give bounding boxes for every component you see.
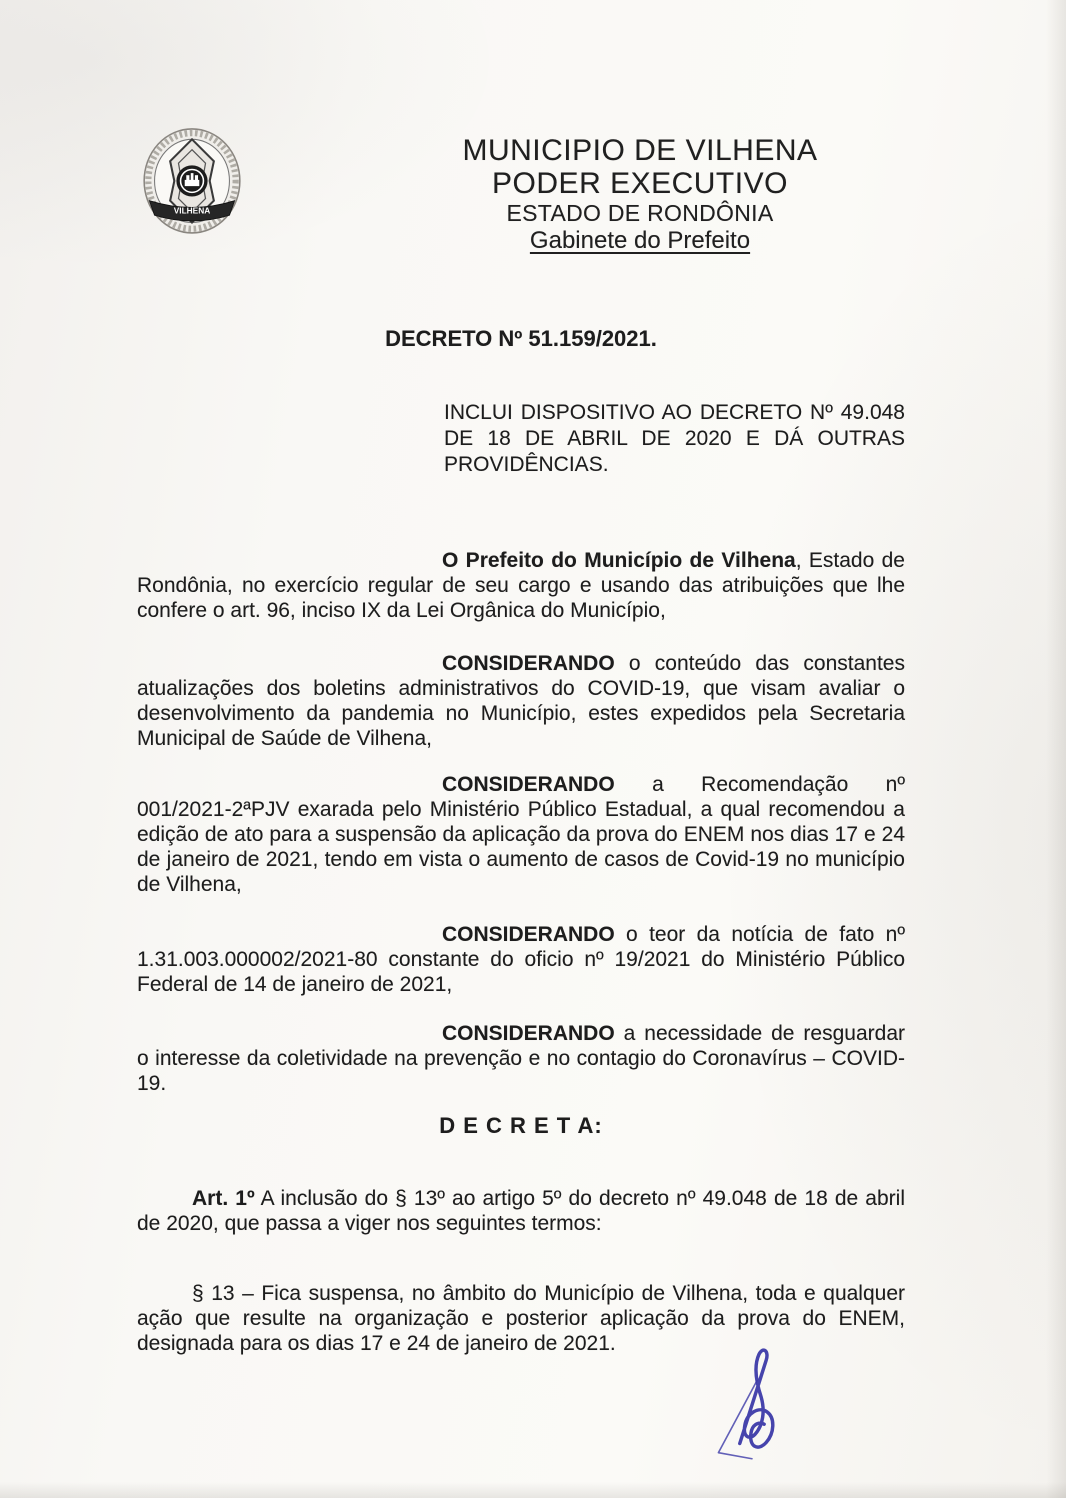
considerando-paragraph-3 — [137, 922, 905, 997]
decreta-heading: D E C R E T A: — [439, 1113, 603, 1138]
article-1-text: A inclusão do § 13º ao artigo 5º do decreto nº 49.048 de 18 de abril de 2020, que passa a viger nos seguintes termos: — [137, 1187, 905, 1235]
considerando-lead-2: CONSIDERANDO — [442, 773, 615, 796]
coat-banner-text: VILHENA — [173, 205, 211, 216]
article-1-paragraph — [137, 1186, 905, 1236]
article-1-lead: Art. 1º — [192, 1187, 255, 1210]
letterhead-state: ESTADO DE RONDÔNIA — [506, 200, 774, 226]
decree-body — [137, 0, 905, 1356]
considerando-paragraph-4 — [137, 1021, 905, 1096]
considerando-text-4: a necessidade de resguardar o interesse da coletividade na prevenção e no contagio do Coronavírus – COVID-19. — [137, 1022, 905, 1095]
considerando-text-3: o teor da notícia de fato nº 1.31.003.000002/2021-80 constante do oficio nº 19/2021 do Ministério Público Federal de 14 de janeiro de 2021, — [137, 923, 905, 996]
decree-title: DECRETO Nº 51.159/2021. — [385, 326, 657, 351]
letterhead-office: Gabinete do Prefeito — [529, 227, 751, 254]
considerando-text-2: a Recomendação nº 001/2021-2ªPJV exarada pelo Ministério Público Estadual, a qual recomendou a edição de ato para a suspensão da aplicação da prova do ENEM nos dias 17 e 24 de janeiro de 2021, tendo em vista o aumento de casos de Covid-19 no município de Vilhena, — [137, 773, 905, 896]
considerando-paragraph-1 — [137, 651, 905, 751]
letterhead-municipality: MUNICIPIO DE VILHENA — [462, 134, 818, 167]
preamble-lead: O Prefeito do Município de Vilhena — [442, 549, 796, 572]
preamble-text: , Estado de Rondônia, no exercício regular de seu cargo e usando das atribuições que lhe confere o art. 96, inciso IX da Lei Orgânica do Município, — [137, 549, 905, 622]
signature-rubric-icon — [698, 1344, 812, 1476]
decree-epigraph: INCLUI DISPOSITIVO AO DECRETO Nº 49.048 DE 18 DE ABRIL DE 2020 E DÁ OUTRAS PROVIDÊNCIAS. — [444, 401, 905, 476]
considerando-lead-4: CONSIDERANDO — [442, 1022, 615, 1045]
considerando-lead-1: CONSIDERANDO — [442, 652, 615, 675]
paragraph-13: § 13 – Fica suspensa, no âmbito do Município de Vilhena, toda e qualquer ação que resulte na organização e posterior aplicação da prova do ENEM, designada para os dias 17 e 24 de janeiro de 2021. — [137, 1282, 905, 1355]
preamble-paragraph — [137, 548, 905, 623]
considerando-paragraph-2 — [137, 772, 905, 897]
considerando-text-1: o conteúdo das constantes atualizações dos boletins administrativos do COVID-19, que visam avaliar o desenvolvimento da pandemia no Município, estes expedidos pela Secretaria Municipal de Saúde de Vilhena, — [137, 652, 905, 750]
letterhead-branch: PODER EXECUTIVO — [492, 167, 788, 200]
considerando-lead-3: CONSIDERANDO — [442, 923, 615, 946]
